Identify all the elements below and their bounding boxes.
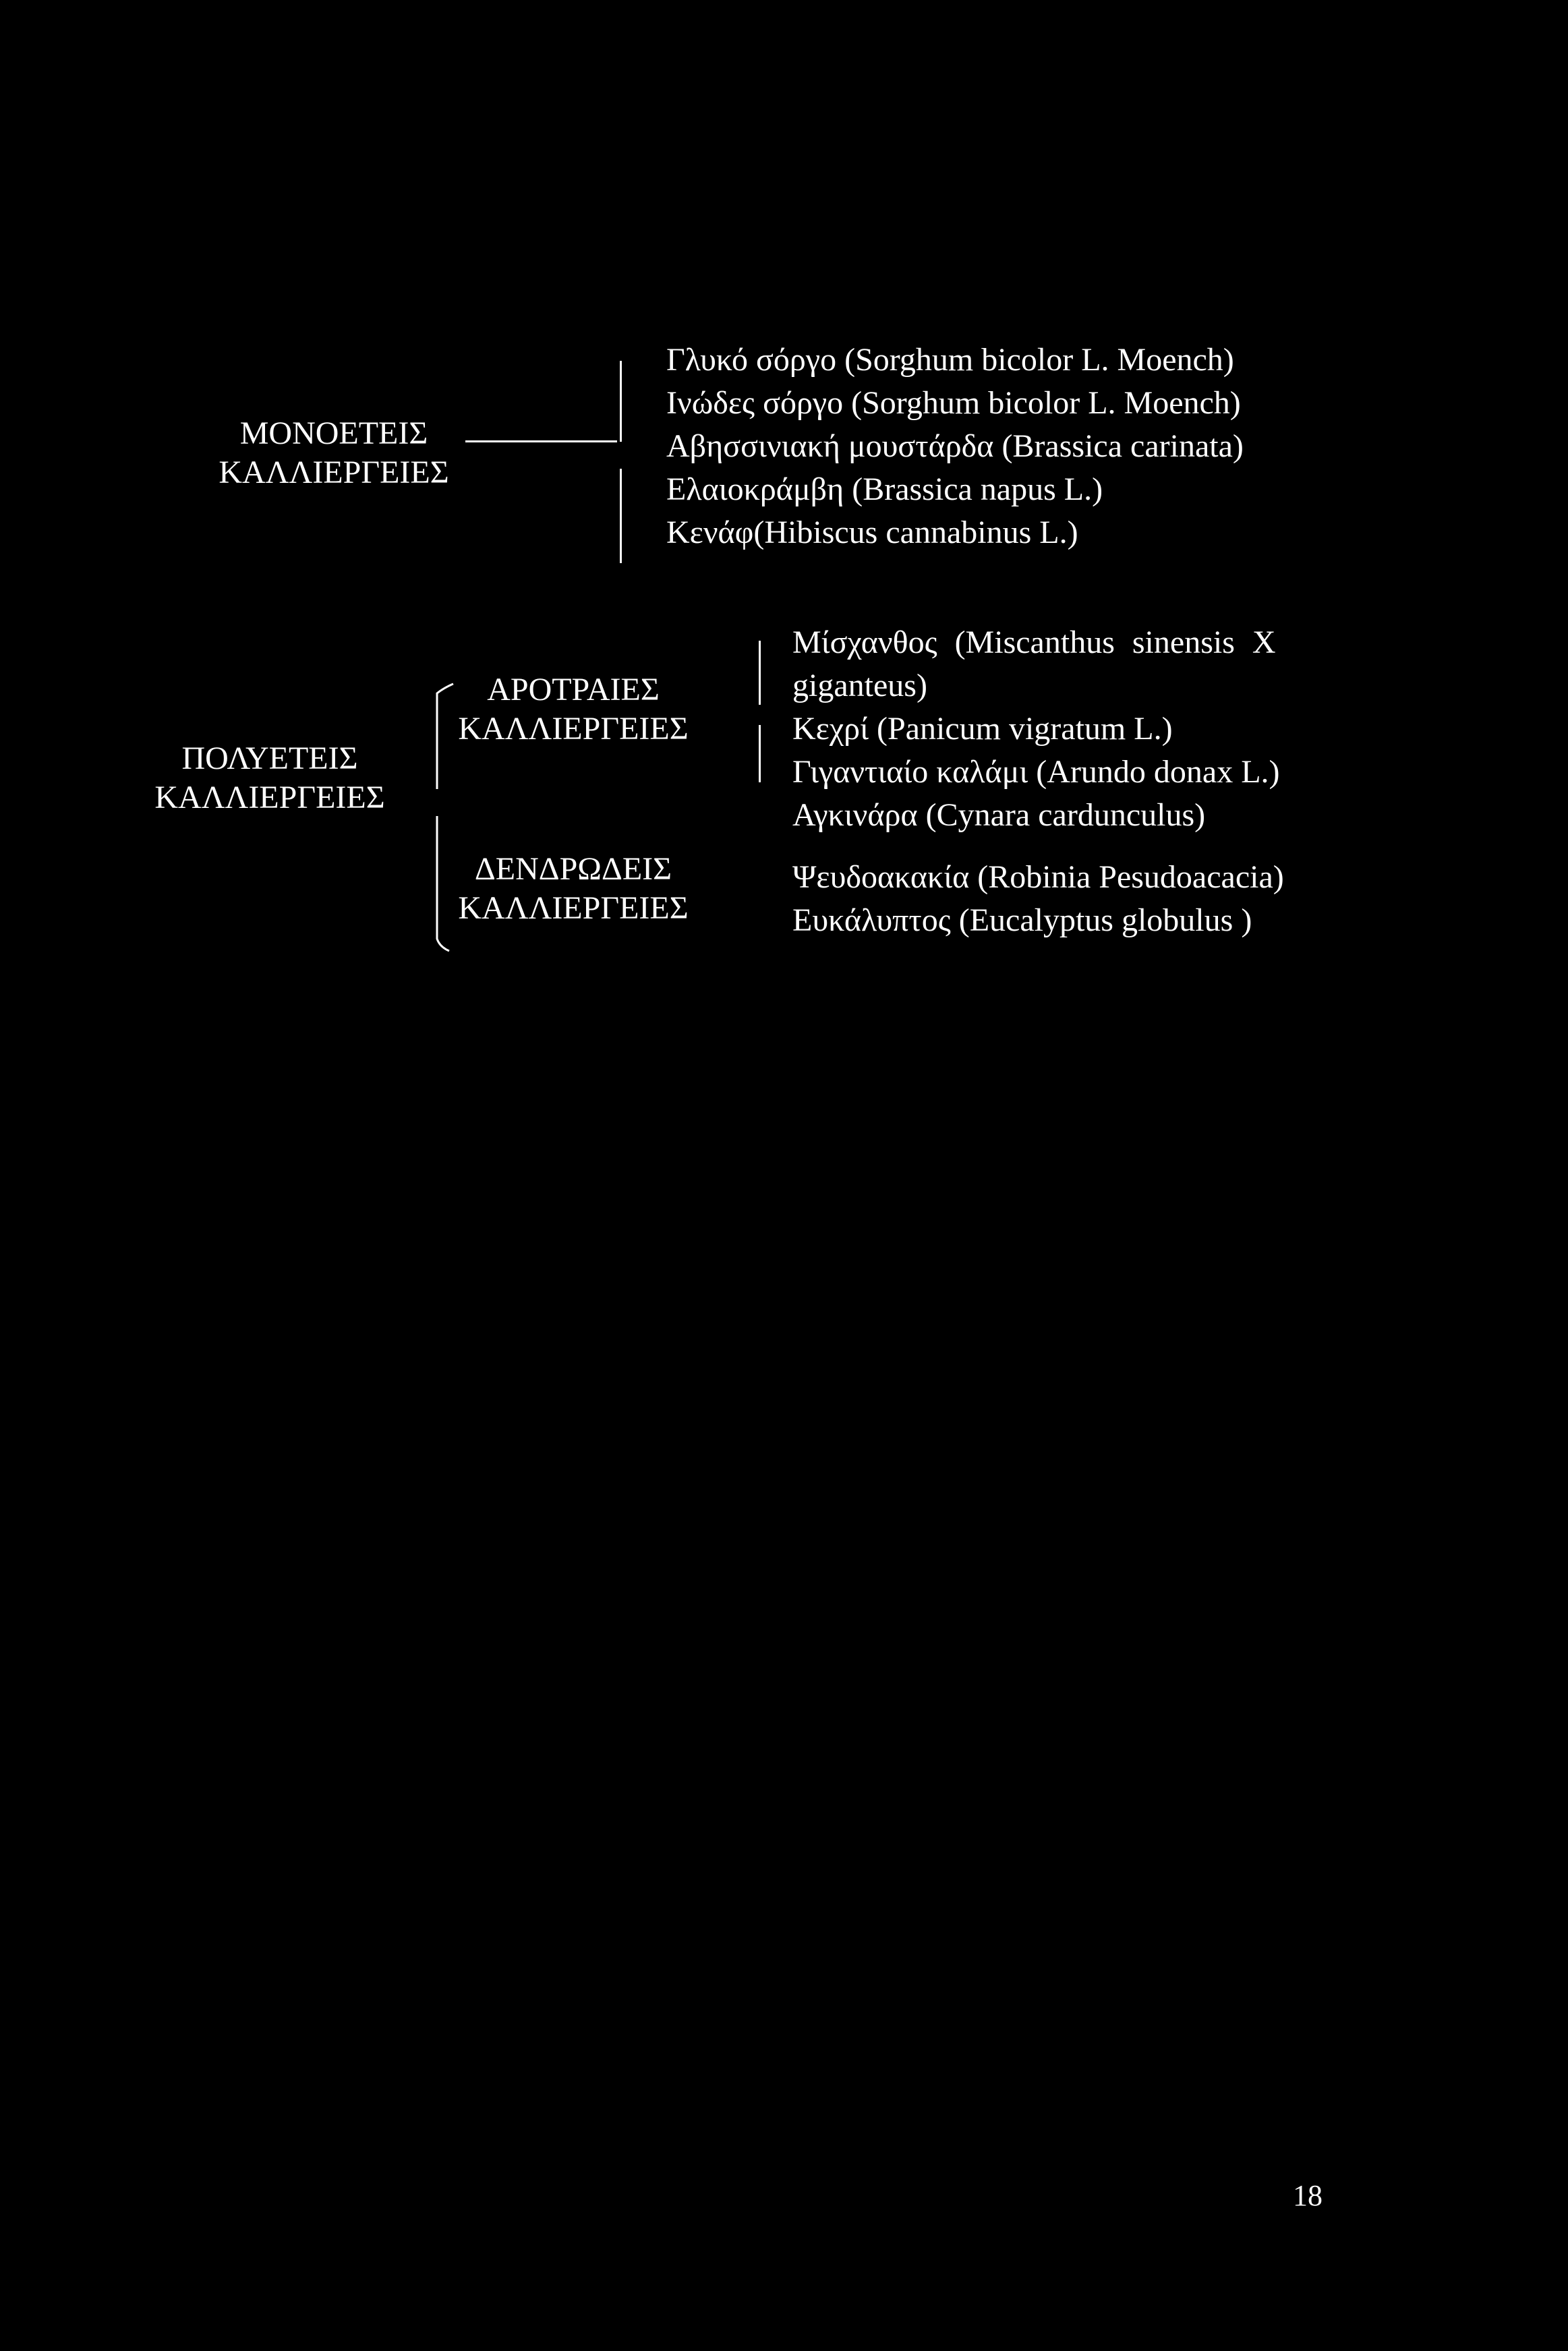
list-item: Γλυκό σόργο (Sorghum bicolor L. Moench): [666, 342, 1234, 378]
list-item: Ελαιοκράμβη (Brassica napus L.): [666, 471, 1103, 507]
mono-bracket-upper: [620, 361, 622, 442]
poly-category-line-2: ΚΑΛΛΙΕΡΓΕΙΕΣ: [154, 780, 385, 815]
list-item: Μίσχανθος (Miscanthus sinensis X: [792, 625, 1276, 660]
arable-bracket-upper: [759, 641, 761, 705]
poly-category-line-1: ΠΟΛΥΕΤΕΙΣ: [181, 741, 358, 776]
mono-connector-line: [465, 440, 617, 442]
mono-category-line-1: ΜΟΝΟΕΤΕΙΣ: [239, 415, 428, 451]
woody-label-line-2: ΚΑΛΛΙΕΡΓΕΙΕΣ: [458, 890, 689, 926]
list-item: Ινώδες σόργο (Sorghum bicolor L. Moench): [666, 385, 1241, 421]
list-item: Αβησσινιακή μουστάρδα (Brassica carinata): [666, 428, 1244, 464]
mono-bracket-lower: [620, 469, 622, 563]
mono-species-list: [666, 339, 1244, 554]
arable-label: [445, 670, 701, 749]
arable-species-list: [792, 621, 1280, 837]
woody-label-line-1: ΔΕΝΔΡΩΔΕΙΣ: [474, 851, 672, 887]
list-item: giganteus): [792, 668, 927, 703]
list-item: Ευκάλυπτος (Eucalyptus globulus ): [792, 902, 1252, 938]
arable-label-line-2: ΚΑΛΛΙΕΡΓΕΙΕΣ: [458, 711, 689, 747]
list-item: Κεχρί (Panicum vigratum L.): [792, 711, 1173, 747]
poly-category-label: [128, 739, 411, 817]
mono-category-line-2: ΚΑΛΛΙΕΡΓΕΙΕΣ: [219, 455, 449, 490]
list-item: Αγκινάρα (Cynara cardunculus): [792, 797, 1206, 833]
page-number: 18: [1293, 2179, 1323, 2212]
woody-species-list: [792, 856, 1284, 942]
list-item: Ψευδοακακία (Robinia Pesudoacacia): [792, 859, 1284, 895]
arable-bracket-lower: [759, 725, 761, 782]
woody-label: [445, 850, 701, 928]
list-item: Γιγαντιαίο καλάμι (Arundo donax L.): [792, 754, 1280, 790]
arable-label-line-1: ΑΡΟΤΡΑΙΕΣ: [487, 672, 660, 707]
list-item: Κενάφ(Hibiscus cannabinus L.): [666, 515, 1078, 550]
mono-category-label: [202, 414, 465, 492]
